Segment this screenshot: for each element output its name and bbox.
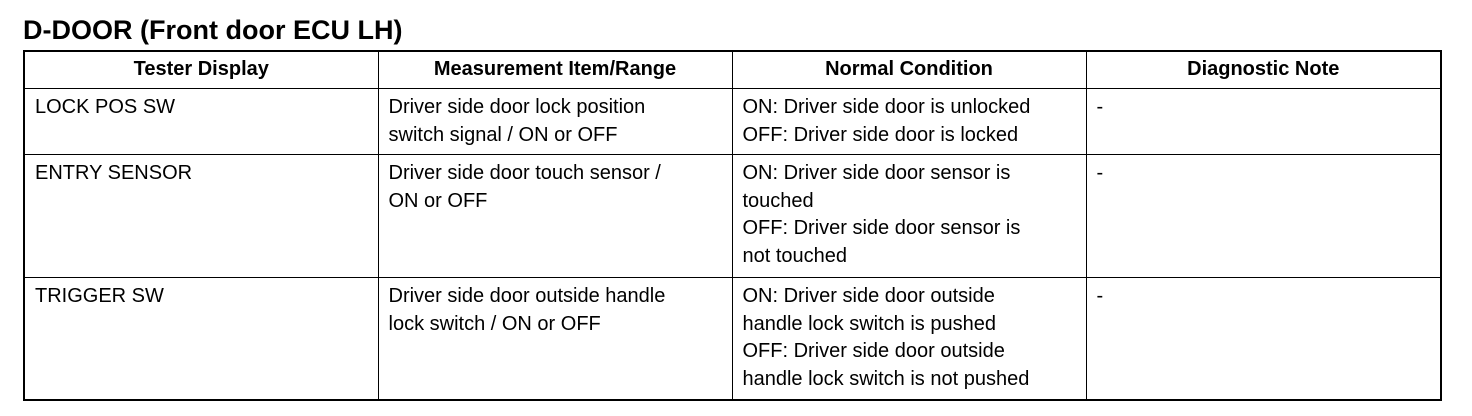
cell-line: handle lock switch is not pushed xyxy=(742,367,1030,390)
cell-line: switch signal / ON or OFF xyxy=(388,123,618,146)
cell-diagnostic-note xyxy=(1086,89,1441,155)
cell-normal-condition xyxy=(732,89,1086,155)
header-normal-condition: Normal Condition xyxy=(732,51,1086,89)
cell-line: OFF: Driver side door sensor is xyxy=(742,217,1021,239)
cell-line: ON: Driver side door outside xyxy=(742,285,995,307)
cell-line: handle lock switch is pushed xyxy=(742,312,996,335)
cell-line: - xyxy=(1096,285,1104,307)
cell-tester-display xyxy=(24,278,378,400)
header-tester-display: Tester Display xyxy=(24,51,378,89)
cell-measurement xyxy=(378,89,732,155)
cell-line: ENTRY SENSOR xyxy=(35,162,193,184)
cell-line: TRIGGER SW xyxy=(35,285,164,307)
data-table xyxy=(23,50,1442,401)
page-title: D-DOOR (Front door ECU LH) xyxy=(23,15,403,45)
cell-line: - xyxy=(1096,162,1104,184)
cell-normal-condition xyxy=(732,155,1086,278)
cell-line: Driver side door lock position xyxy=(388,96,646,118)
cell-diagnostic-note xyxy=(1086,155,1441,278)
cell-line: ON or OFF xyxy=(388,189,488,212)
header-diagnostic-note: Diagnostic Note xyxy=(1086,51,1441,89)
table-row xyxy=(24,155,1441,278)
cell-line: ON: Driver side door is unlocked xyxy=(742,96,1031,118)
cell-normal-condition xyxy=(732,278,1086,400)
cell-line: touched xyxy=(742,189,814,212)
cell-measurement xyxy=(378,278,732,400)
cell-tester-display xyxy=(24,155,378,278)
cell-line: Driver side door outside handle xyxy=(388,285,666,307)
header-measurement-item: Measurement Item/Range xyxy=(378,51,732,89)
cell-line: ON: Driver side door sensor is xyxy=(742,162,1011,184)
table-header-row xyxy=(24,51,1441,89)
cell-diagnostic-note xyxy=(1086,278,1441,400)
cell-line: OFF: Driver side door is locked xyxy=(742,123,1019,146)
cell-line: Driver side door touch sensor / xyxy=(388,162,661,184)
cell-measurement xyxy=(378,155,732,278)
cell-tester-display xyxy=(24,89,378,155)
cell-line: LOCK POS SW xyxy=(35,96,176,118)
cell-line: not touched xyxy=(742,244,848,267)
table-row xyxy=(24,278,1441,400)
cell-line: - xyxy=(1096,96,1104,118)
table-row xyxy=(24,89,1441,155)
cell-line: lock switch / ON or OFF xyxy=(388,312,601,335)
cell-line: OFF: Driver side door outside xyxy=(742,340,1005,362)
